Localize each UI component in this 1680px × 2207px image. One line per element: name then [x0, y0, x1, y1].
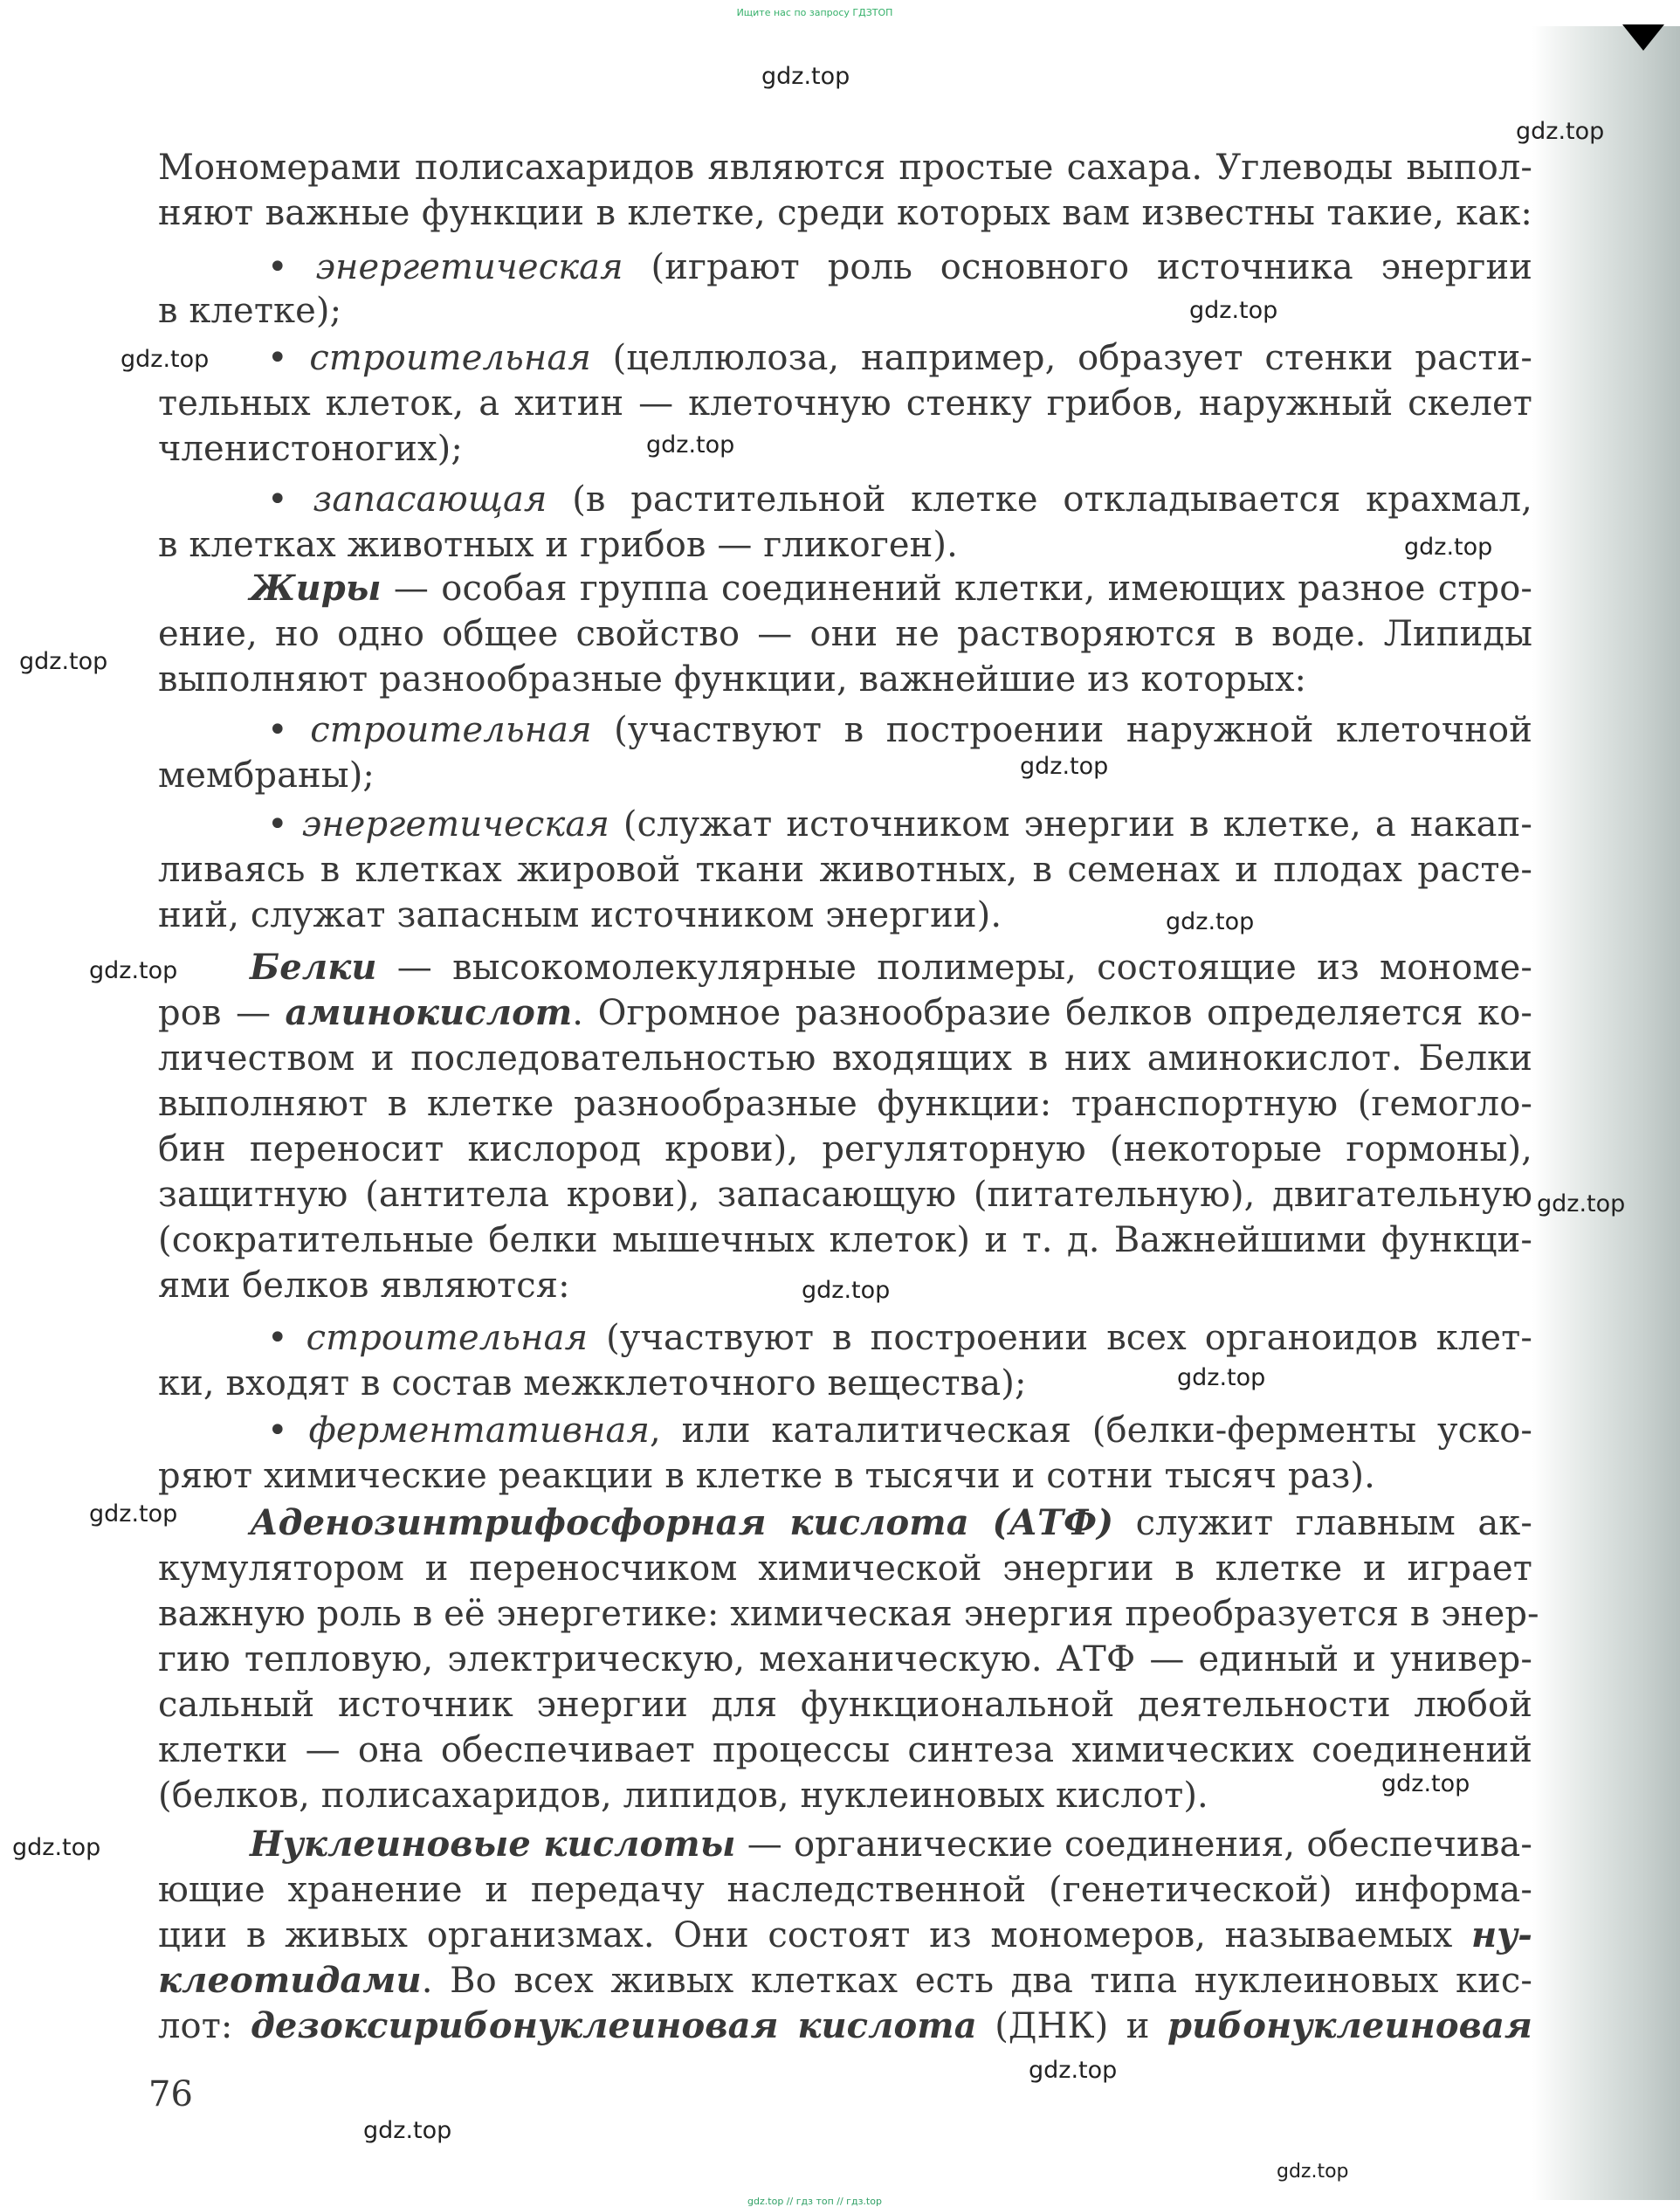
- text-line: [158, 1453, 1532, 1499]
- header-banner[interactable]: Ищите нас по запросу ГДЗТОП: [736, 7, 893, 18]
- text-run: •: [267, 338, 310, 378]
- text-run: — высокомолекулярные полимеры, состоящие из мономе-: [376, 948, 1532, 988]
- text-run: членистоногих);: [158, 429, 463, 469]
- watermark: gdz.top: [1029, 2057, 1118, 2084]
- text-line: [267, 1315, 1532, 1361]
- bold-italic-term: рибонуклеиновая: [1167, 2005, 1532, 2046]
- bold-italic-term: дезоксирибонуклеиновая кислота: [251, 2005, 977, 2046]
- text-run: •: [267, 1410, 309, 1451]
- text-run: выполняют в клетке разнообразные функции: транспортную (гемогло-: [158, 1084, 1532, 1124]
- text-run: важную роль в её энергетике: химическая энергия преобразуется в энер-: [158, 1594, 1539, 1634]
- text-line: [158, 190, 1532, 236]
- text-line: [158, 1958, 1532, 2004]
- text-run: ров —: [158, 993, 286, 1033]
- text-line: [267, 707, 1532, 753]
- text-run: бин переносит кислород крови), регуляторную (некоторые гормоны),: [158, 1129, 1532, 1169]
- text-run: . Во всех живых клетках есть два типа нуклеиновых кис-: [421, 1961, 1532, 2001]
- text-run: •: [267, 1318, 306, 1358]
- text-run: ями белков являются:: [158, 1266, 570, 1306]
- page-edge-shadow: [1532, 26, 1680, 2200]
- text-run: ний, служат запасным источником энергии).: [158, 895, 1002, 935]
- text-line: [158, 2004, 1532, 2049]
- text-line: [250, 1822, 1532, 1867]
- watermark: gdz.top: [1381, 1770, 1470, 1797]
- text-run: (сократительные белки мышечных клеток) и т. д. Важнейшими функци-: [158, 1220, 1532, 1260]
- italic-term: ферментативная: [308, 1410, 651, 1451]
- text-line: [158, 381, 1532, 426]
- text-line: [158, 1172, 1532, 1217]
- text-run: ряют химические реакции в клетке в тысячи и сотни тысяч раз).: [158, 1456, 1375, 1496]
- bold-italic-term: клеотидами: [158, 1960, 422, 2001]
- text-line: [158, 1081, 1532, 1127]
- text-line: [158, 145, 1532, 190]
- watermark: gdz.top: [1516, 118, 1605, 145]
- text-run: выполняют разнообразные функции, важнейшие из которых:: [158, 659, 1307, 700]
- text-line: [267, 1408, 1532, 1453]
- text-run: (служат источником энергии в клетке, а накап-: [609, 804, 1532, 845]
- watermark: gdz.top: [802, 1277, 891, 1304]
- watermark: gdz.top: [363, 2117, 452, 2144]
- text-run: •: [267, 710, 311, 750]
- text-run: (целлюлоза, например, образует стенки расти-: [590, 338, 1532, 378]
- text-line: [158, 753, 1532, 798]
- watermark: gdz.top: [1404, 534, 1493, 561]
- text-run: гию тепловую, электрическую, механическую. АТФ — единый и универ-: [158, 1639, 1532, 1679]
- text-run: ющие хранение и передачу наследственной (генетической) информа-: [158, 1870, 1532, 1910]
- text-line: [267, 802, 1532, 847]
- text-line: [158, 1036, 1532, 1081]
- text-run: — особая группа соединений клетки, имеющих разное стро-: [381, 569, 1532, 609]
- page-number: 76: [148, 2074, 193, 2114]
- text-line: [250, 945, 1532, 990]
- text-line: [158, 426, 1532, 472]
- text-line: [158, 847, 1532, 893]
- text-line: [158, 611, 1532, 657]
- text-run: •: [267, 247, 316, 287]
- text-line: [158, 1546, 1532, 1591]
- text-line: [250, 566, 1532, 611]
- bold-italic-term: аминокислот: [285, 992, 573, 1033]
- text-run: •: [267, 479, 313, 520]
- text-run: служит главным ак-: [1113, 1503, 1532, 1543]
- text-run: клетки — она обеспечивает процессы синтеза химических соединений: [158, 1730, 1532, 1770]
- bold-italic-term: ну-: [1471, 1914, 1532, 1955]
- text-run: ение, но одно общее свойство — они не растворяются в воде. Липиды: [158, 614, 1532, 654]
- text-line: [158, 1728, 1532, 1773]
- text-run: мембраны);: [158, 755, 375, 796]
- text-line: [158, 1773, 1532, 1818]
- text-run: •: [267, 804, 302, 845]
- text-line: [158, 657, 1532, 702]
- text-line: [158, 1127, 1532, 1172]
- text-run: Мономерами полисахаридов являются простые сахара. Углеводы выпол-: [158, 148, 1532, 188]
- text-run: личеством и последовательностью входящих в них аминокислот. Белки: [158, 1038, 1532, 1079]
- text-line: [267, 477, 1532, 522]
- text-run: ки, входят в состав межклеточного вещества);: [158, 1363, 1027, 1404]
- footer-banner[interactable]: gdz.top // гдз топ // гдз.top: [747, 2196, 882, 2207]
- watermark: gdz.top: [89, 957, 178, 984]
- text-line: [158, 1591, 1539, 1637]
- text-line: [158, 1867, 1532, 1913]
- text-line: [158, 1217, 1532, 1263]
- watermark: gdz.top: [1166, 908, 1255, 935]
- watermark: gdz.top: [1189, 297, 1278, 324]
- italic-term: запасающая: [313, 479, 547, 520]
- italic-term: строительная: [309, 338, 591, 378]
- text-run: лот:: [158, 2006, 251, 2046]
- text-run: (участвуют в построении всех органоидов клет-: [588, 1318, 1533, 1358]
- text-run: защитную (антитела крови), запасающую (питательную), двигательную: [158, 1175, 1532, 1215]
- text-line: [267, 245, 1532, 290]
- text-line: [158, 893, 1532, 938]
- corner-triangle-mark: [1622, 24, 1664, 51]
- italic-term: строительная: [306, 1318, 589, 1358]
- text-run: ливаясь в клетках жировой ткани животных, в семенах и плодах расте-: [158, 850, 1532, 890]
- watermark: gdz.top: [120, 346, 210, 373]
- text-line: [158, 1682, 1532, 1728]
- text-line: [158, 522, 1532, 568]
- watermark: gdz.top: [1020, 753, 1109, 780]
- text-run: в клетке);: [158, 291, 342, 331]
- text-run: ции в живых организмах. Они состоят из мономеров, называемых: [158, 1915, 1471, 1955]
- bold-italic-term: Белки: [250, 947, 377, 988]
- text-line: [250, 1500, 1532, 1546]
- text-line: [158, 990, 1532, 1036]
- text-line: [158, 1361, 1532, 1406]
- text-run: (в растительной клетке откладывается крахмал,: [547, 479, 1532, 520]
- watermark: gdz.top: [1277, 2161, 1349, 2183]
- text-run: . Огромное разнообразие белков определяется ко-: [572, 993, 1532, 1033]
- text-run: — органические соединения, обеспечива-: [735, 1824, 1533, 1865]
- italic-term: энергетическая: [301, 804, 609, 845]
- text-line: [158, 1637, 1532, 1682]
- watermark: gdz.top: [761, 63, 850, 90]
- text-line: [267, 335, 1532, 381]
- text-line: [158, 1913, 1532, 1958]
- text-run: (играют роль основного источника энергии: [623, 247, 1532, 287]
- text-run: тельных клеток, а хитин — клеточную стенку грибов, наружный скелет: [158, 383, 1532, 424]
- watermark: gdz.top: [646, 431, 735, 459]
- watermark: gdz.top: [12, 1834, 101, 1861]
- text-run: (белков, полисахаридов, липидов, нуклеиновых кислот).: [158, 1776, 1208, 1816]
- text-run: кумулятором и переносчиком химической энергии в клетке и играет: [158, 1548, 1532, 1589]
- watermark: gdz.top: [1177, 1364, 1266, 1391]
- text-run: , или каталитическая (белки-ферменты ускo-: [650, 1410, 1532, 1451]
- text-run: (участвуют в построении наружной клеточной: [591, 710, 1533, 750]
- bold-italic-term: Аденозинтрифосфорная кислота (АТФ): [250, 1502, 1114, 1543]
- text-run: сальный источник энергии для функциональной деятельности любой: [158, 1685, 1532, 1725]
- text-run: в клетках животных и грибов — гликоген).: [158, 525, 958, 565]
- italic-term: энергетическая: [315, 247, 623, 287]
- bold-italic-term: Жиры: [250, 568, 382, 609]
- watermark: gdz.top: [19, 648, 108, 675]
- text-run: няют важные функции в клетке, среди которых вам известны такие, как:: [158, 193, 1532, 233]
- text-run: (ДНК) и: [976, 2006, 1168, 2046]
- watermark: gdz.top: [89, 1500, 178, 1528]
- bold-italic-term: Нуклеиновые кислоты: [250, 1824, 736, 1865]
- watermark: gdz.top: [1537, 1190, 1626, 1217]
- italic-term: строительная: [310, 710, 592, 750]
- text-line: [158, 288, 1532, 334]
